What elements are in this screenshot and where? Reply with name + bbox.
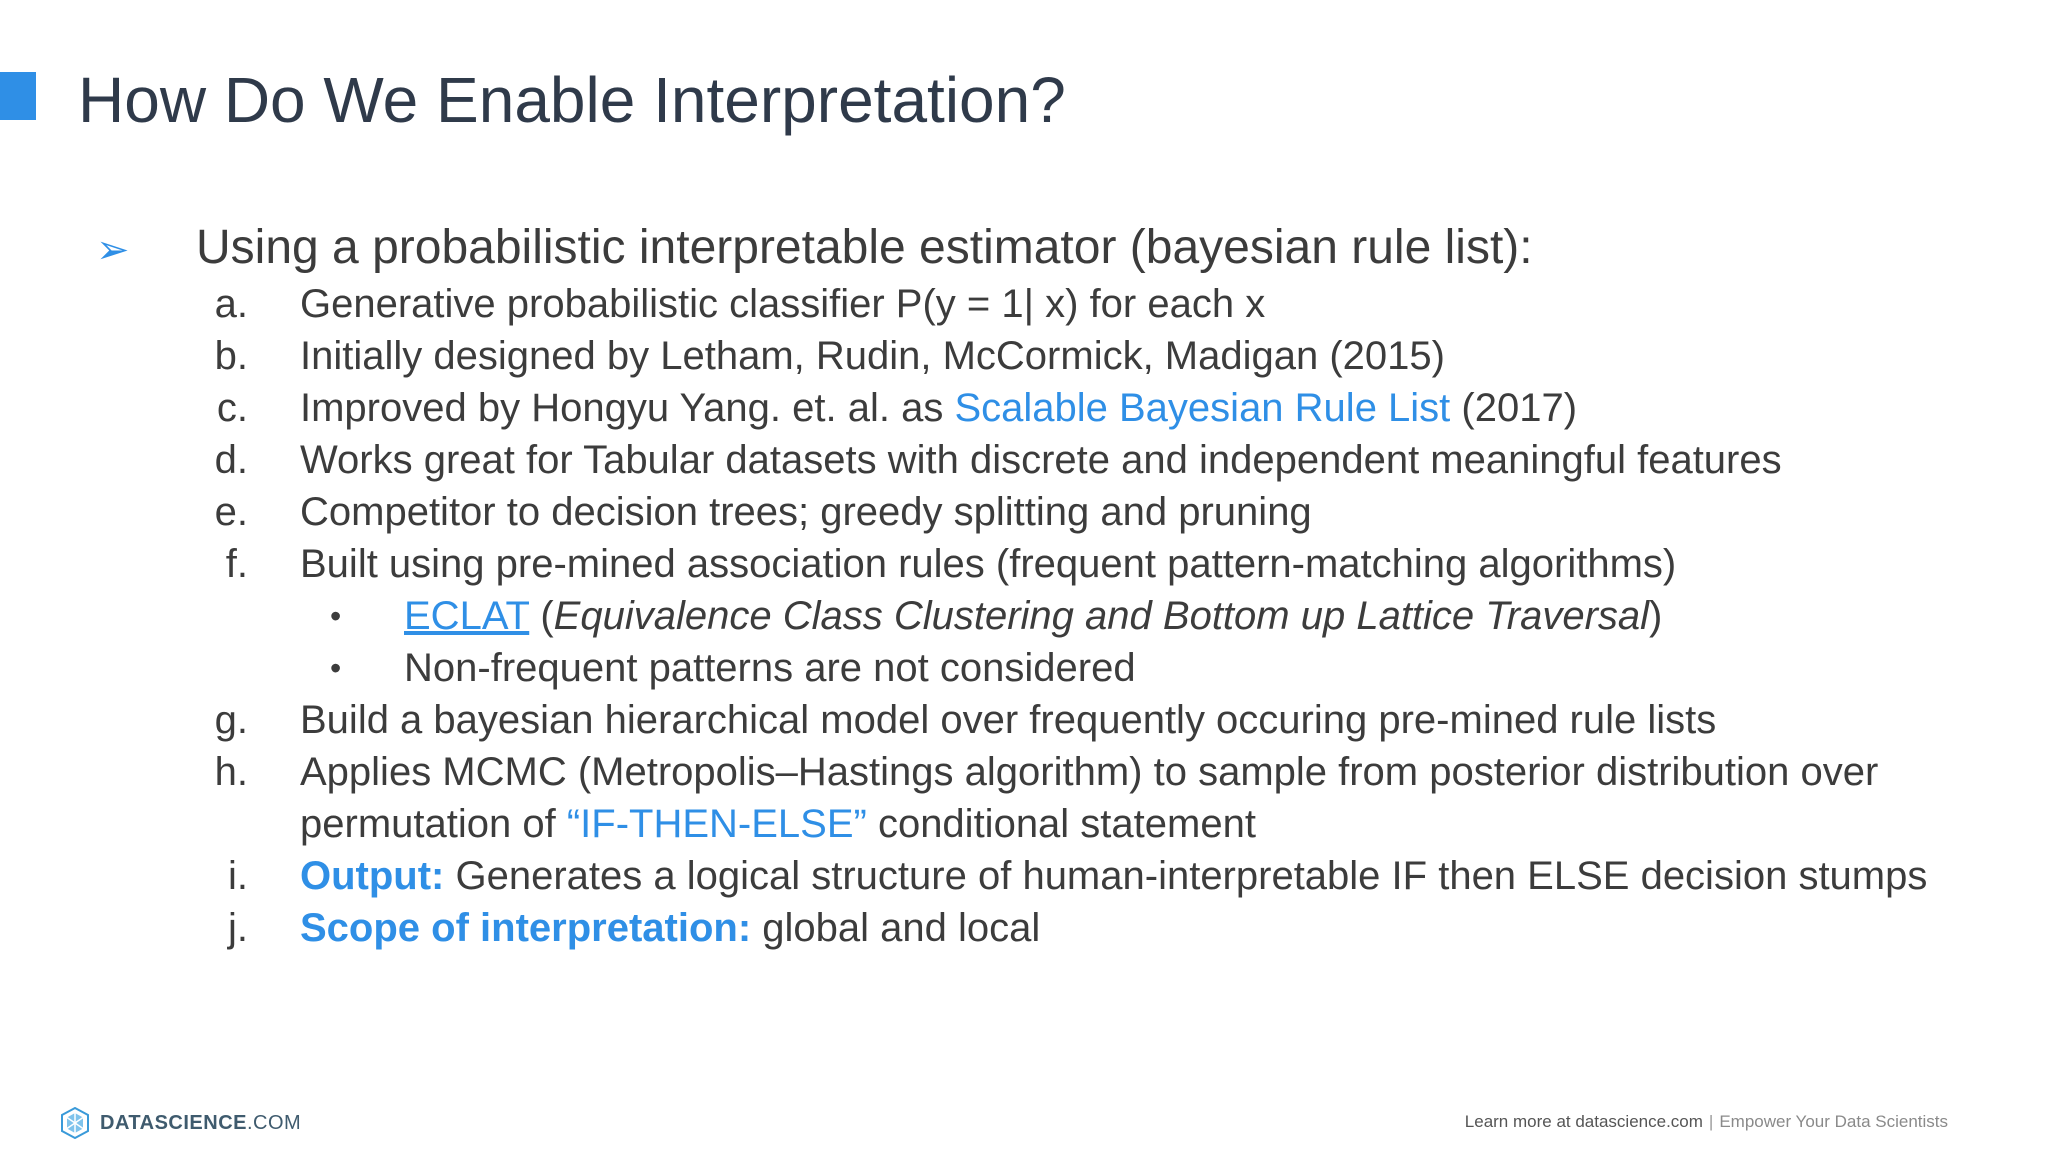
list-item-a bbox=[196, 278, 1996, 330]
main-bullet-text: Using a probabilistic interpretable estimator (bayesian rule list): bbox=[196, 221, 1533, 274]
brand-rest: .COM bbox=[246, 1111, 302, 1134]
sub-bullet-icon: • bbox=[330, 650, 342, 686]
eclat-link[interactable]: ECLAT bbox=[404, 594, 530, 638]
list-item-i bbox=[196, 850, 1996, 902]
item-text: Generative probabilistic classifier P(y = 1| x) for each x bbox=[300, 282, 1266, 326]
list-item-d bbox=[196, 434, 1996, 486]
item-text-after: (2017) bbox=[1450, 386, 1578, 430]
item-marker: f. bbox=[225, 542, 248, 586]
item-text: Competitor to decision trees; greedy splitting and pruning bbox=[300, 490, 1312, 534]
item-text: Built using pre-mined association rules (frequent pattern-matching algorithms) bbox=[300, 542, 1677, 586]
cube-logo-icon bbox=[60, 1107, 90, 1139]
list-item-g bbox=[196, 694, 1996, 746]
item-marker: h. bbox=[214, 750, 248, 794]
item-text-before: Applies MCMC (Metropolis–Hastings algorithm) to sample from posterior distribution over permutation of bbox=[300, 750, 1879, 846]
if-then-else-highlight: “IF-THEN-ELSE” bbox=[566, 802, 867, 846]
item-text bbox=[300, 850, 1996, 902]
item-text: Initially designed by Letham, Rudin, McCormick, Madigan (2015) bbox=[300, 334, 1445, 378]
brand-bold: DATASCIENCE bbox=[100, 1111, 247, 1134]
item-marker: e. bbox=[214, 490, 248, 534]
learn-more-link[interactable]: Learn more at datascience.com bbox=[1464, 1112, 1703, 1131]
list-item-f bbox=[196, 538, 1996, 590]
list-item-c bbox=[196, 382, 1996, 434]
footer-tagline bbox=[1465, 1112, 1948, 1132]
list-item-b bbox=[196, 330, 1996, 382]
scope-label: Scope of interpretation: bbox=[300, 906, 752, 950]
item-marker: g. bbox=[214, 698, 248, 742]
item-text-before: Improved by Hongyu Yang. et. al. as bbox=[300, 386, 955, 430]
slide-title: How Do We Enable Interpretation? bbox=[78, 64, 1066, 136]
sub-item-nonfrequent bbox=[196, 642, 1996, 694]
item-text: Works great for Tabular datasets with discrete and independent meaningful features bbox=[300, 438, 1782, 482]
item-marker: d. bbox=[214, 438, 248, 482]
footer-logo bbox=[60, 1106, 301, 1140]
footer-tagline-text: Empower Your Data Scientists bbox=[1719, 1112, 1948, 1131]
footer-separator: | bbox=[1708, 1112, 1714, 1131]
output-text: Generates a logical structure of human-interpretable IF then ELSE decision stumps bbox=[444, 854, 1928, 898]
item-text bbox=[300, 902, 1996, 954]
list-item-j bbox=[196, 902, 1996, 954]
title-accent-marker bbox=[0, 72, 36, 120]
item-marker: b. bbox=[214, 334, 248, 378]
list-item-e bbox=[196, 486, 1996, 538]
sub-item-text: Non-frequent patterns are not considered bbox=[404, 646, 1136, 690]
item-text bbox=[300, 746, 1996, 850]
item-list bbox=[196, 278, 1996, 954]
eclat-expansion: Equivalence Class Clustering and Bottom up Lattice Traversal bbox=[553, 594, 1650, 638]
list-item-h bbox=[196, 746, 1996, 850]
item-text bbox=[300, 382, 1996, 434]
sub-item-eclat bbox=[196, 590, 1996, 642]
scope-text: global and local bbox=[751, 906, 1041, 950]
item-marker: j. bbox=[228, 906, 248, 950]
brand-name bbox=[100, 1112, 301, 1135]
item-text: Build a bayesian hierarchical model over frequently occuring pre-mined rule lists bbox=[300, 698, 1717, 742]
output-label: Output: bbox=[300, 854, 445, 898]
item-marker: c. bbox=[216, 386, 248, 430]
paren-close: ) bbox=[1649, 594, 1663, 638]
item-text-after: conditional statement bbox=[866, 802, 1256, 846]
arrowhead-bullet-icon: ➢ bbox=[96, 228, 130, 272]
paren-open: ( bbox=[529, 594, 554, 638]
item-marker: a. bbox=[214, 282, 248, 326]
sub-bullet-icon: • bbox=[330, 598, 342, 634]
sbrl-highlight: Scalable Bayesian Rule List bbox=[954, 386, 1451, 430]
item-marker: i. bbox=[228, 854, 248, 898]
